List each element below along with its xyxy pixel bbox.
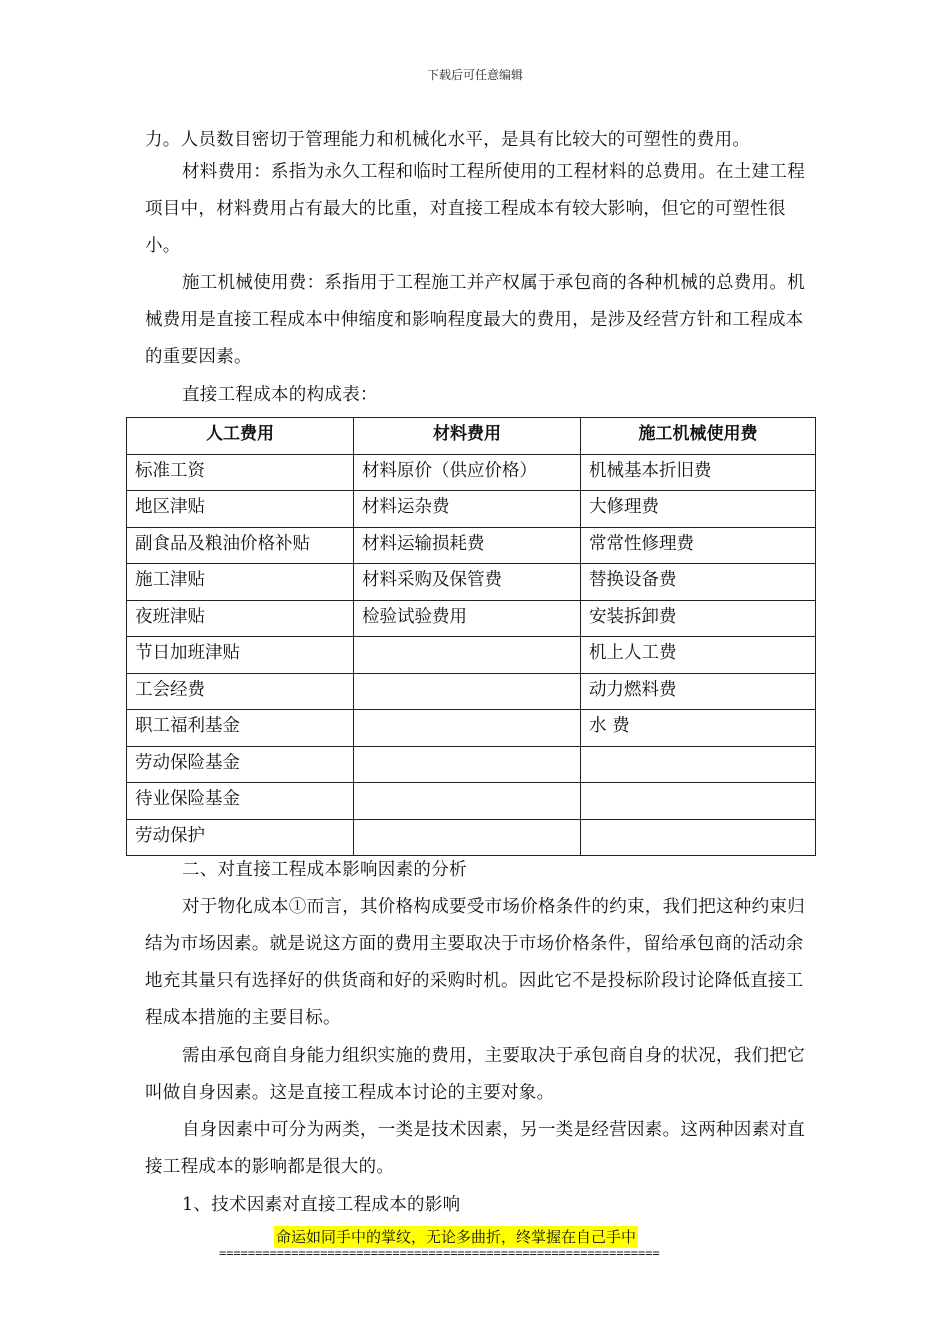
table-cell: 工会经费 [127,673,354,710]
cost-composition-table [126,417,816,856]
table-cell [354,783,581,820]
table-row [127,454,816,491]
table-cell: 大修理费 [581,491,816,528]
paragraph-own-factors: 需由承包商自身能力组织实施的费用，主要取决于承包商自身的状况，我们把它叫做自身因素。这是直接工程成本讨论的主要对象。 [145,1046,805,1103]
table-row [127,710,816,747]
table-cell: 施工津贴 [127,564,354,601]
table-cell: 安装拆卸费 [581,600,816,637]
table-cell: 劳动保护 [127,819,354,856]
table-row [127,819,816,856]
table-cell [354,746,581,783]
table-row [127,564,816,601]
paragraph-labor-end: 力。人员数目密切于管理能力和机械化水平，是具有比较大的可塑性的费用。 [145,130,751,150]
table-header-row [127,418,816,455]
table-cell [354,710,581,747]
paragraph-machinery-cost: 施工机械使用费：系指用于工程施工并产权属于承包商的各种机械的总费用。机械费用是直接工程成本中伸缩度和影响程度最大的费用，是涉及经营方针和工程成本的重要因素。 [145,273,805,367]
table-cell: 机械基本折旧费 [581,454,816,491]
table-cell: 机上人工费 [581,637,816,674]
table-cell: 劳动保险基金 [127,746,354,783]
paragraph-material-cost: 材料费用：系指为永久工程和临时工程所使用的工程材料的总费用。在土建工程项目中，材料费用占有最大的比重，对直接工程成本有较大影响，但它的可塑性很小。 [145,162,805,256]
table-cell [581,783,816,820]
table-cell: 常常性修理费 [581,527,816,564]
table-cell: 地区津贴 [127,491,354,528]
table-cell: 夜班津贴 [127,600,354,637]
table-cell: 材料原价（供应价格） [354,454,581,491]
table-cell: 材料采购及保管费 [354,564,581,601]
header-material-cost: 材料费用 [354,418,581,455]
table-cell: 水 费 [581,710,816,747]
table-cell: 动力燃料费 [581,673,816,710]
paragraph-factor-types: 自身因素中可分为两类，一类是技术因素，另一类是经营因素。这两种因素对直接工程成本的影响都是很大的。 [145,1120,805,1177]
table-cell [354,819,581,856]
table-row [127,600,816,637]
table-cell: 检验试验费用 [354,600,581,637]
table-row [127,783,816,820]
table-cell [354,637,581,674]
header-labor-cost: 人工费用 [127,418,354,455]
table-row [127,637,816,674]
table-cell [581,746,816,783]
table-cell: 副食品及粮油价格补贴 [127,527,354,564]
footer-motto: 命运如同手中的掌纹，无论多曲折，终掌握在自己手中 [276,1228,637,1246]
table-cell: 标准工资 [127,454,354,491]
footer-divider-rule: ============================================================= [219,1246,660,1260]
table-cell: 职工福利基金 [127,710,354,747]
table-cell: 替换设备费 [581,564,816,601]
section-heading-factors: 二、对直接工程成本影响因素的分析 [182,860,467,880]
table-cell: 节日加班津贴 [127,637,354,674]
table-cell: 材料运杂费 [354,491,581,528]
page-header-note: 下载后可任意编辑 [426,68,523,82]
table-row [127,746,816,783]
subsection-heading-technical: 1、技术因素对直接工程成本的影响 [182,1195,461,1215]
table-row [127,527,816,564]
table-cell [354,673,581,710]
header-machinery-cost: 施工机械使用费 [581,418,816,455]
table-caption: 直接工程成本的构成表： [182,385,378,405]
table-cell: 待业保险基金 [127,783,354,820]
table-cell: 材料运输损耗费 [354,527,581,564]
paragraph-market-factors: 对于物化成本①而言，其价格构成要受市场价格条件的约束，我们把这种约束归结为市场因素。就是说这方面的费用主要取决于市场价格条件，留给承包商的活动余地充其量只有选择好的供货商和好的采购时机。因此它不是投标阶段讨论降低直接工程成本措施的主要目标。 [145,897,805,1028]
table-cell [581,819,816,856]
table-row [127,491,816,528]
table-row [127,673,816,710]
